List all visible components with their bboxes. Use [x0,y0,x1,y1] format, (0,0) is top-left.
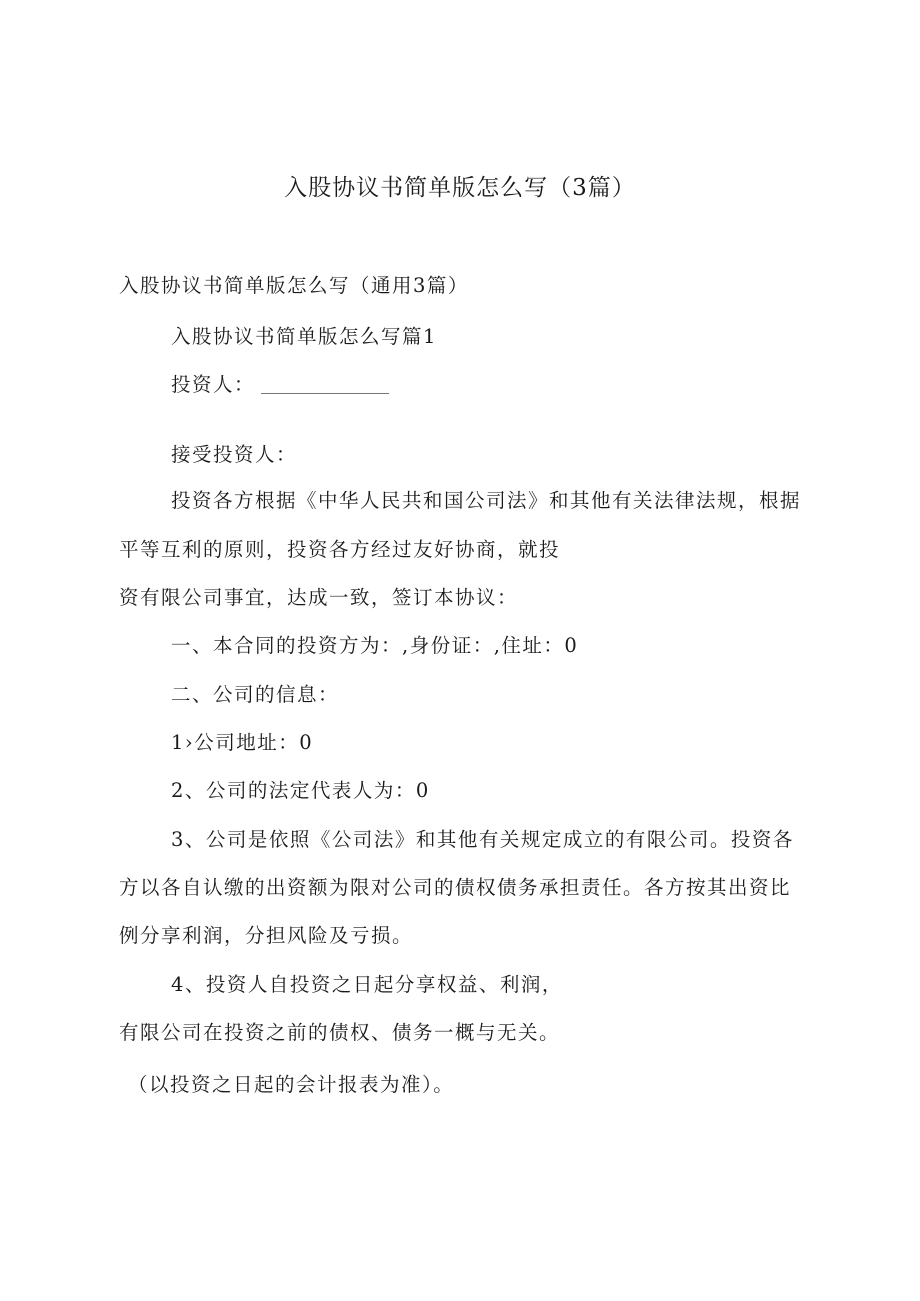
item-3-line-3: 例分享利润，分担风险及亏损。 [119,924,414,947]
item-4-line-2: 有限公司在投资之前的债权、债务一概与无关。 [119,1021,561,1044]
item-2: 2、公司的法定代表人为：0 [171,779,430,802]
intro-line-3: 资有限公司事宜，达成一致，签订本协议： [119,586,519,609]
item-4-line-1: 4、投资人自投资之日起分享权益、利润， [171,973,563,996]
document-subtitle: 入股协议书简单版怎么写（通用3篇） [119,274,469,297]
item-3-line-2: 方以各自认缴的出资额为限对公司的债权债务承担责任。各方按其出资比 [119,876,792,899]
item-4-line-3: （以投资之日起的会计报表为准）。 [128,1073,455,1096]
clause-2: 二、公司的信息： [171,683,340,706]
document-title: 入股协议书简单版怎么写（3篇） [284,175,636,201]
investor-blank-field [261,377,389,394]
clause-1: 一、本合同的投资方为：,身份证：,住址：0 [171,634,579,657]
item-1: 1›公司地址：0 [171,731,314,754]
investor-label: 投资人： [171,373,256,396]
intro-line-2: 平等互利的原则，投资各方经过友好协商，就投 [119,538,561,561]
item-3-line-1: 3、公司是依照《公司法》和其他有关规定成立的有限公司。投资各 [171,828,794,851]
intro-line-1: 投资各方根据《中华人民共和国公司法》和其他有关法律法规，根据 [171,489,802,512]
recipient-label: 接受投资人： [171,443,298,466]
section-heading: 入股协议书简单版怎么写篇1 [171,325,437,348]
investor-line [171,370,389,400]
